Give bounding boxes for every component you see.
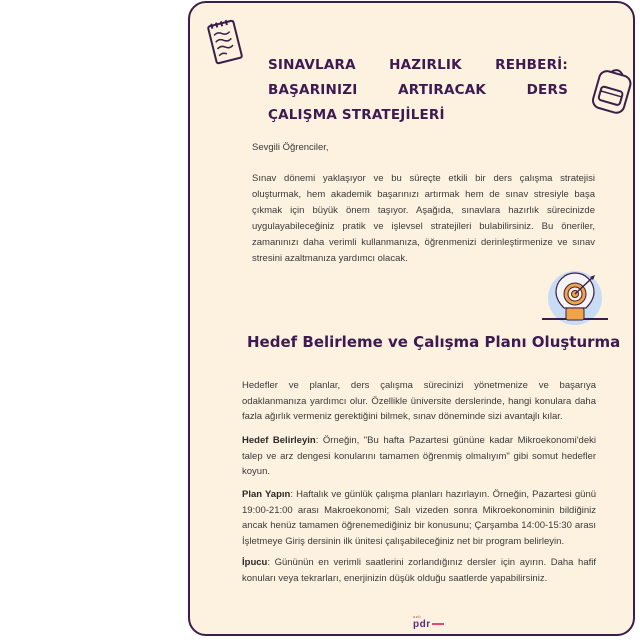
tip-goal [242,433,596,480]
backpack-icon [590,65,634,117]
tip-label: Plan Yapın [242,489,291,500]
page-title: SINAVLARA HAZIRLIK REHBERİ: BAŞARINIZI ARTIRACAK DERS ÇALIŞMA STRATEJİLERİ [268,57,568,123]
tip-text: : Haftalık ve günlük çalışma planları hazırlayın. Örneğin, Pazartesi günü 19:00-21:00 arası Makroekonomi; Salı vizeden sonra Mikroekonominin bildiğiniz ancak henüz tamamen öğrenemediğiniz bir konusunu; Çarşamba 14:00-15:30 arası İşletmeye Giriş dersinin ilk ünitesi çalışabileceğiniz net bir program belirleyin. [242,489,597,547]
tip-plan [242,487,596,549]
tip-text: : Gününün en verimli saatlerini zorlandığınız dersler için ayırın. Daha hafif konuları veya tekrarları, enerjinizin düşük olduğu saatlerde yapabilirsiniz. [242,557,596,584]
greeting: Sevgili Öğrenciler, [252,142,329,153]
section-title: Hedef Belirleme ve Çalışma Planı Oluşturma [247,333,621,351]
logo-small-text: ozü [413,614,421,619]
tip-hint [242,555,596,586]
tip-label: İpucu [242,557,268,568]
notepad-icon [207,17,243,67]
document-card [188,1,635,636]
logo-text: pdr [413,619,431,630]
intro-paragraph: Sınav dönemi yaklaşıyor ve bu süreçte etkili bir ders çalışma stratejisi oluşturmak, hem akademik başarınızı artırmak hem de sınav stresiyle başa çıkmak için büyük önem taşıyor. Aşağıda, sınavlara hazırlık sürecinizde uygulayabileceğiniz pratik ve işlevsel stratejileri bulabilirsiniz. Bu öneriler, zamanınızı daha verimli kullanmanıza, öğrenmenizi derinleştirmenize ve sınav stresini azaltmanıza yardımcı olacak. [252,173,595,264]
tip-text: : Örneğin, "Bu hafta Pazartesi gününe kadar Mikroekonomi'deki talep ve arz dengesi konularını tamamen öğrenmiş olmalıyım" gibi somut hedefler koyun. [242,435,596,477]
logo-icon [413,615,444,630]
section-intro-paragraph: Hedefler ve planlar, ders çalışma sürecinizi yönetmenize ve başarıya odaklanmanıza yardımcı olur. Özellikle üniversite derslerinde, hangi konulara daha fazla ağırlık vermeniz gerektiğini bilmek, sınav döneminde sizi avantajlı kılar. [242,380,596,422]
target-bulb-icon [540,268,610,336]
tip-label: Hedef Belirleyin [242,435,316,446]
